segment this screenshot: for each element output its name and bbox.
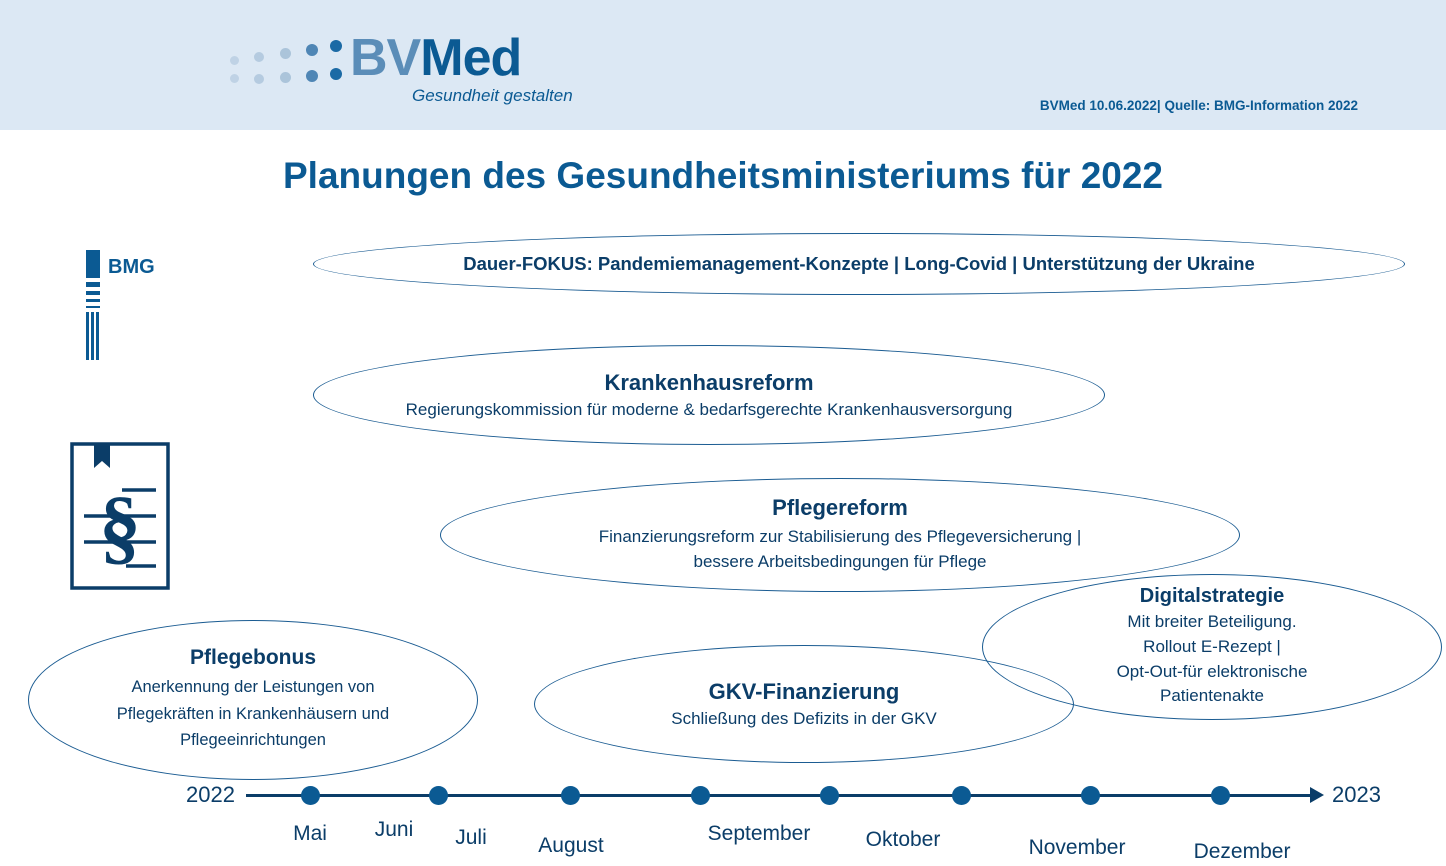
source-note: BVMed 10.06.2022| Quelle: BMG-Information 2022 bbox=[1039, 98, 1358, 113]
topic-subtitle-line-1: Finanzierungsreform zur Stabilisierung des Pflegeversicherung | bbox=[598, 527, 1082, 547]
topic-subtitle-line-1: Mit breiter Beteiligung. bbox=[1127, 612, 1297, 632]
header-band bbox=[0, 0, 1446, 130]
svg-text:§: § bbox=[99, 480, 141, 573]
topic-title: Krankenhausreform bbox=[604, 370, 814, 395]
timeline-node[interactable] bbox=[1081, 786, 1100, 805]
timeline-node[interactable] bbox=[429, 786, 448, 805]
topic-subtitle-line-3: Opt-Out-für elektronische bbox=[1116, 661, 1308, 681]
timeline-node[interactable] bbox=[952, 786, 971, 805]
timeline-label-dezember: Dezember bbox=[1193, 840, 1291, 863]
timeline-node[interactable] bbox=[691, 786, 710, 805]
timeline-label-august: August bbox=[538, 834, 604, 857]
topic-title: Digitalstrategie bbox=[1139, 585, 1285, 608]
timeline-node[interactable] bbox=[561, 786, 580, 805]
paragraph-document-icon bbox=[70, 442, 170, 590]
topic-subtitle-line-2: bessere Arbeitsbedingungen für Pflege bbox=[693, 552, 987, 571]
topic-pflegebonus[interactable] bbox=[28, 620, 478, 780]
timeline-year-end: 2023 bbox=[1332, 782, 1381, 807]
timeline-label-juni: Juni bbox=[374, 818, 414, 841]
timeline-year-start: 2022 bbox=[186, 782, 235, 807]
topic-subtitle: Schließung des Defizits in der GKV bbox=[671, 709, 937, 728]
logo-dots-icon bbox=[228, 42, 348, 82]
timeline-node[interactable] bbox=[301, 786, 320, 805]
logo-med: Med bbox=[420, 29, 522, 87]
topic-subtitle-line-4: Patientenakte bbox=[1160, 686, 1264, 706]
logo-bv: BV bbox=[350, 29, 421, 87]
topic-subtitle-line-3: Pflegeeinrichtungen bbox=[180, 731, 326, 750]
topic-title: Pflegebonus bbox=[189, 646, 316, 670]
topic-subtitle-line-1: Anerkennung der Leistungen von bbox=[131, 678, 375, 697]
bvmed-logo bbox=[228, 22, 588, 112]
topic-title: Dauer-FOKUS: Pandemiemanagement-Konzepte | Long-Covid | Unterstützung der Ukraine bbox=[463, 253, 1255, 274]
timeline-axis bbox=[246, 794, 1316, 797]
timeline-label-november: November bbox=[1028, 836, 1126, 859]
timeline-node[interactable] bbox=[820, 786, 839, 805]
timeline-arrow-icon bbox=[1310, 787, 1324, 803]
bmg-label: BMG bbox=[108, 256, 155, 278]
timeline-label-juli: Juli bbox=[455, 826, 487, 849]
topic-subtitle-line-2: Rollout E-Rezept | bbox=[1143, 636, 1281, 656]
topic-title: Pflegereform bbox=[772, 495, 908, 521]
topic-subtitle-line-2: Pflegekräften in Krankenhäusern und bbox=[116, 704, 390, 723]
timeline bbox=[0, 760, 1446, 866]
topic-dauer-fokus[interactable] bbox=[313, 233, 1405, 295]
topic-subtitle: Regierungskommission für moderne & bedarfsgerechte Krankenhausversorgung bbox=[405, 400, 1013, 419]
topic-pflegereform[interactable] bbox=[440, 478, 1240, 592]
topic-krankenhausreform[interactable] bbox=[313, 345, 1105, 445]
logo-wordmark bbox=[350, 28, 521, 88]
topic-gkv-finanzierung[interactable] bbox=[534, 645, 1074, 763]
bmg-bars-icon bbox=[86, 250, 100, 360]
logo-tagline: Gesundheit gestalten bbox=[412, 86, 573, 105]
timeline-node[interactable] bbox=[1211, 786, 1230, 805]
topic-title: GKV-Finanzierung bbox=[708, 679, 900, 704]
timeline-label-oktober: Oktober bbox=[865, 828, 941, 851]
timeline-label-september: September bbox=[707, 822, 811, 845]
timeline-label-mai: Mai bbox=[293, 822, 327, 845]
page-title: Planungen des Gesundheitsministeriums für 2022 bbox=[282, 155, 1163, 196]
